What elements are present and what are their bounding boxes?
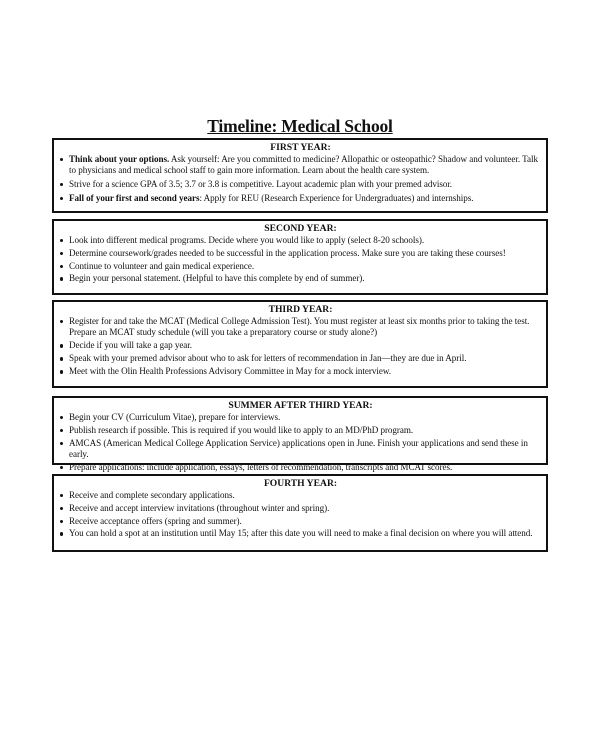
item-text: AMCAS (American Medical College Application Service) applications open in June. Finish your applications and send these in early. xyxy=(69,437,528,459)
item-list xyxy=(59,316,542,378)
item-text: You can hold a spot at an institution until May 15; after this date you will need to make a final decision on where you will attend. xyxy=(69,528,533,539)
item-text: Ask yourself: Are you committed to medicine? Allopathic or osteopathic? Shadow and volunteer. Talk to physicians and medical school staff to gain more information. Learn about the health care system. xyxy=(69,154,538,176)
bullet-icon xyxy=(60,494,63,497)
section-heading: SECOND YEAR: xyxy=(264,223,337,234)
list-item xyxy=(59,353,542,364)
bullet-icon xyxy=(60,532,63,535)
list-item xyxy=(59,235,542,246)
section-third-year xyxy=(52,300,548,388)
list-item xyxy=(59,179,542,190)
item-text: Receive and accept interview invitations (throughout winter and spring). xyxy=(69,502,330,513)
list-item xyxy=(59,316,542,339)
item-text: Receive and complete secondary applications. xyxy=(69,490,235,500)
bullet-icon xyxy=(60,442,63,445)
bullet-icon xyxy=(60,265,63,268)
bullet-icon xyxy=(60,370,63,373)
bullet-icon xyxy=(60,344,63,347)
item-list xyxy=(59,235,542,285)
item-text: Decide if you will take a gap year. xyxy=(69,340,192,351)
section-heading: THIRD YEAR: xyxy=(268,304,333,315)
list-item xyxy=(59,154,542,177)
section-heading: FIRST YEAR: xyxy=(270,142,331,153)
item-text: Meet with the Olin Health Professions Advisory Committee in May for a mock interview. xyxy=(69,366,391,377)
section-fourth-year xyxy=(52,474,548,552)
list-item xyxy=(59,516,542,527)
item-text: : Apply for REU (Research Experience for Undergraduates) and internships. xyxy=(199,192,474,203)
list-item xyxy=(59,462,542,473)
item-text: Begin your CV (Curriculum Vitae), prepare for interviews. xyxy=(69,412,281,422)
list-item xyxy=(59,490,542,501)
bullet-icon xyxy=(60,507,63,510)
bullet-icon xyxy=(60,197,63,200)
item-text: Continue to volunteer and gain medical experience. xyxy=(69,260,255,271)
item-text: Look into different medical programs. Decide where you would like to apply (select 8-20 schools). xyxy=(69,235,425,245)
list-item xyxy=(59,261,542,272)
item-text: Prepare applications: include application, essays, letters of recommendation, transcripts and MCAT scores. xyxy=(69,461,453,472)
bullet-icon xyxy=(60,429,63,432)
item-text: Speak with your premed advisor about who to ask for letters of recommendation in Jan—they are due in April. xyxy=(69,353,467,364)
list-item xyxy=(59,412,542,423)
list-item xyxy=(59,528,542,539)
item-text: Strive for a science GPA of 3.5; 3.7 or 3.8 is competitive. Layout academic plan with your premed advisor. xyxy=(69,179,453,189)
item-list xyxy=(59,490,542,540)
list-item xyxy=(59,503,542,514)
item-text: Determine coursework/grades needed to be successful in the application process. Make sure you are taking these courses! xyxy=(69,247,506,258)
section-heading: FOURTH YEAR: xyxy=(263,478,338,489)
list-item xyxy=(59,193,542,204)
list-item xyxy=(59,340,542,351)
bullet-icon xyxy=(60,320,63,323)
list-item xyxy=(59,425,542,436)
list-item xyxy=(59,248,542,259)
section-second-year xyxy=(52,219,548,295)
bullet-icon xyxy=(60,252,63,255)
bullet-icon xyxy=(60,277,63,280)
bullet-icon xyxy=(60,520,63,523)
section-first-year xyxy=(52,138,548,213)
list-item xyxy=(59,438,542,461)
item-text: Begin your personal statement. (Helpful to have this complete by end of summer). xyxy=(69,273,365,284)
item-lead: Fall of your first and second years xyxy=(69,192,200,203)
section-heading: SUMMER AFTER THIRD YEAR: xyxy=(228,400,373,411)
item-text: Receive acceptance offers (spring and summer). xyxy=(69,515,242,526)
bullet-icon xyxy=(60,158,63,161)
item-list xyxy=(59,154,542,204)
list-item xyxy=(59,366,542,377)
item-text: Publish research if possible. This is required if you would like to apply to an MD/PhD program. xyxy=(69,424,414,435)
list-item xyxy=(59,273,542,284)
section-summer-after-third-year xyxy=(52,396,548,472)
bullet-icon xyxy=(60,357,63,360)
item-text: Register for and take the MCAT (Medical College Admission Test). You must register at least six months prior to taking the test. Prepare an MCAT study schedule (will you take a preparatory course or study alone?) xyxy=(69,316,530,338)
page-title: Timeline: Medical School xyxy=(207,116,393,136)
item-lead: Think about your options. xyxy=(69,154,170,164)
bullet-icon xyxy=(60,183,63,186)
item-list xyxy=(59,412,542,473)
bullet-icon xyxy=(60,466,63,469)
bullet-icon xyxy=(60,239,63,242)
bullet-icon xyxy=(60,416,63,419)
